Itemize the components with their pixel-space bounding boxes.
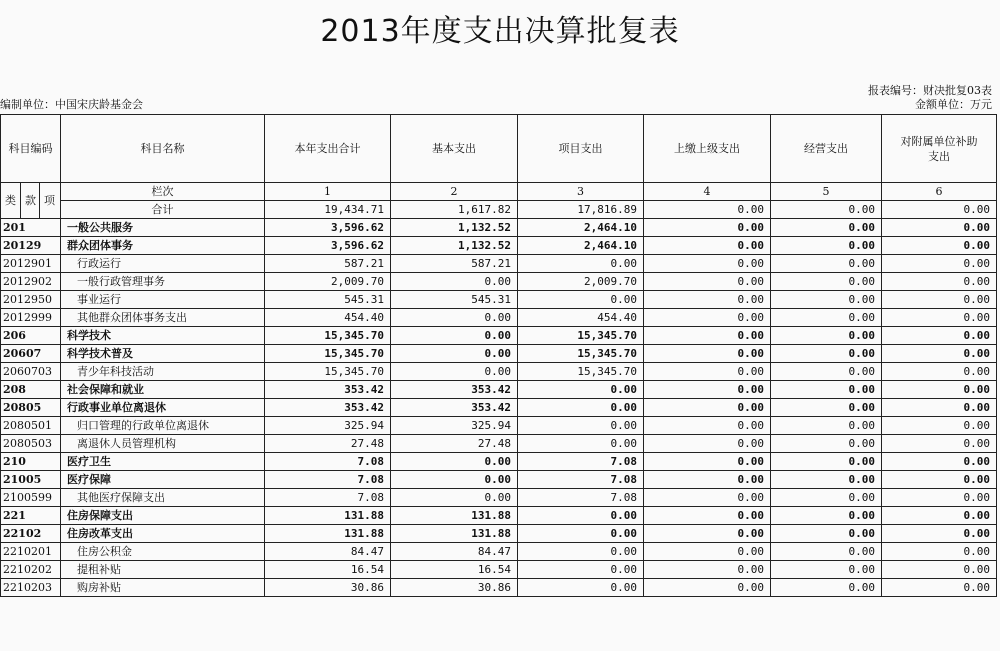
amount-cell: 2,009.70 [265,273,391,291]
amount-cell: 0.00 [882,525,997,543]
table-row [1,345,997,363]
amount-cell: 0.00 [882,345,997,363]
subject-code: 221 [1,507,61,525]
report-number: 报表编号：财决批复03表 [868,84,992,97]
col-xiang: 项 [40,183,61,219]
subject-code: 2012950 [1,291,61,309]
amount-cell: 0.00 [518,417,644,435]
amount-cell: 0.00 [882,507,997,525]
amount-cell: 15,345.70 [518,363,644,381]
idx-5: 5 [771,183,882,201]
amount-cell: 0.00 [518,525,644,543]
amount-cell: 0.00 [882,561,997,579]
amount-cell: 0.00 [771,579,882,597]
amount-cell: 0.00 [771,219,882,237]
idx-4: 4 [644,183,771,201]
subject-name: 医疗卫生 [61,453,265,471]
subject-code: 201 [1,219,61,237]
amount-cell: 0.00 [518,291,644,309]
amount-cell: 0.00 [882,273,997,291]
amount-cell: 0.00 [644,309,771,327]
amount-cell: 0.00 [771,417,882,435]
amount-cell: 0.00 [644,579,771,597]
table-row [1,579,997,597]
amount-cell: 0.00 [882,363,997,381]
amount-cell: 0.00 [882,435,997,453]
amount-cell: 7.08 [265,471,391,489]
table-row [1,507,997,525]
amount-cell: 0.00 [771,309,882,327]
index-row [1,183,997,201]
amount-cell: 131.88 [265,525,391,543]
amount-cell: 0.00 [882,399,997,417]
amount-cell: 0.00 [882,579,997,597]
amount-cell: 0.00 [882,291,997,309]
amount-cell: 0.00 [644,435,771,453]
amount-cell: 0.00 [771,543,882,561]
table-row [1,471,997,489]
compiling-unit: 编制单位：中国宋庆龄基金会 [0,98,143,111]
header-row [1,115,997,183]
amount-cell: 454.40 [265,309,391,327]
table-row [1,489,997,507]
idx-1: 1 [265,183,391,201]
amount-cell: 0.00 [644,345,771,363]
amount-cell: 0.00 [644,525,771,543]
amount-cell: 0.00 [771,453,882,471]
header-subsidy [882,115,997,183]
amount-cell: 325.94 [391,417,518,435]
expenditure-table [0,114,997,597]
amount-cell: 131.88 [265,507,391,525]
amount-cell: 0.00 [771,399,882,417]
idx-6: 6 [882,183,997,201]
report-meta [868,84,992,112]
subject-code: 2210202 [1,561,61,579]
total-value: 0.00 [882,201,997,219]
amount-cell: 131.88 [391,507,518,525]
amount-cell: 0.00 [644,417,771,435]
subject-name: 一般公共服务 [61,219,265,237]
subject-name: 住房公积金 [61,543,265,561]
amount-cell: 0.00 [771,507,882,525]
amount-cell: 0.00 [644,291,771,309]
subject-name: 青少年科技活动 [61,363,265,381]
table-row [1,273,997,291]
subject-code: 208 [1,381,61,399]
table-row [1,219,997,237]
amount-cell: 0.00 [882,489,997,507]
amount-cell: 0.00 [882,471,997,489]
subject-code: 2100599 [1,489,61,507]
subject-name: 购房补贴 [61,579,265,597]
amount-cell: 15,345.70 [265,345,391,363]
amount-unit: 金额单位：万元 [915,98,992,111]
col-kuan: 款 [21,183,40,219]
subject-code: 2060703 [1,363,61,381]
amount-cell: 1,132.52 [391,219,518,237]
idx-2: 2 [391,183,518,201]
amount-cell: 0.00 [644,561,771,579]
amount-cell: 0.00 [882,453,997,471]
subject-name: 事业运行 [61,291,265,309]
amount-cell: 587.21 [265,255,391,273]
total-label: 合计 [61,201,265,219]
amount-cell: 353.42 [265,381,391,399]
amount-cell: 0.00 [771,525,882,543]
table-row [1,363,997,381]
amount-cell: 0.00 [771,381,882,399]
amount-cell: 0.00 [518,255,644,273]
amount-cell: 0.00 [882,381,997,399]
amount-cell: 0.00 [391,345,518,363]
subject-code: 2012999 [1,309,61,327]
amount-cell: 7.08 [518,453,644,471]
amount-cell: 15,345.70 [518,345,644,363]
amount-cell: 2,464.10 [518,219,644,237]
amount-cell: 3,596.62 [265,237,391,255]
total-row [1,201,997,219]
amount-cell: 0.00 [771,435,882,453]
amount-cell: 0.00 [882,237,997,255]
subject-code: 2080501 [1,417,61,435]
subject-name: 其他医疗保障支出 [61,489,265,507]
header-total: 本年支出合计 [265,115,391,183]
amount-cell: 0.00 [644,453,771,471]
amount-cell: 0.00 [644,327,771,345]
subject-name: 科学技术普及 [61,345,265,363]
table-row [1,309,997,327]
subject-name: 提租补贴 [61,561,265,579]
amount-cell: 0.00 [518,435,644,453]
table-row [1,255,997,273]
amount-cell: 0.00 [771,237,882,255]
table-row [1,561,997,579]
amount-cell: 3,596.62 [265,219,391,237]
table-row [1,435,997,453]
amount-cell: 0.00 [644,507,771,525]
table-row [1,399,997,417]
subject-name: 群众团体事务 [61,237,265,255]
subject-code: 20607 [1,345,61,363]
subject-code: 210 [1,453,61,471]
total-value: 0.00 [644,201,771,219]
amount-cell: 84.47 [391,543,518,561]
amount-cell: 27.48 [391,435,518,453]
amount-cell: 0.00 [771,273,882,291]
amount-cell: 0.00 [771,345,882,363]
amount-cell: 0.00 [771,561,882,579]
amount-cell: 353.42 [391,381,518,399]
amount-cell: 325.94 [265,417,391,435]
amount-cell: 1,132.52 [391,237,518,255]
amount-cell: 0.00 [518,507,644,525]
subject-code: 2080503 [1,435,61,453]
amount-cell: 0.00 [882,309,997,327]
amount-cell: 0.00 [771,291,882,309]
amount-cell: 0.00 [771,327,882,345]
total-value: 0.00 [771,201,882,219]
amount-cell: 0.00 [644,399,771,417]
header-name: 科目名称 [61,115,265,183]
amount-cell: 0.00 [771,363,882,381]
subject-code: 21005 [1,471,61,489]
amount-cell: 0.00 [518,399,644,417]
idx-3: 3 [518,183,644,201]
amount-cell: 0.00 [644,543,771,561]
amount-cell: 0.00 [391,309,518,327]
amount-cell: 0.00 [771,255,882,273]
amount-cell: 27.48 [265,435,391,453]
subject-code: 2012901 [1,255,61,273]
subject-name: 住房保障支出 [61,507,265,525]
subject-code: 2012902 [1,273,61,291]
subject-name: 一般行政管理事务 [61,273,265,291]
amount-cell: 545.31 [391,291,518,309]
table-row [1,237,997,255]
subject-name: 行政运行 [61,255,265,273]
table-row [1,291,997,309]
amount-cell: 0.00 [391,489,518,507]
subject-code: 206 [1,327,61,345]
amount-cell: 0.00 [391,453,518,471]
table-row [1,543,997,561]
amount-cell: 0.00 [882,219,997,237]
subject-code: 20129 [1,237,61,255]
amount-cell: 0.00 [644,255,771,273]
amount-cell: 0.00 [644,381,771,399]
amount-cell: 0.00 [391,327,518,345]
subject-name: 行政事业单位离退休 [61,399,265,417]
subject-code: 2210201 [1,543,61,561]
amount-cell: 0.00 [882,327,997,345]
amount-cell: 15,345.70 [265,327,391,345]
amount-cell: 0.00 [644,237,771,255]
subject-code: 2210203 [1,579,61,597]
amount-cell: 2,009.70 [518,273,644,291]
table-row [1,525,997,543]
table-row [1,327,997,345]
subject-code: 20805 [1,399,61,417]
table-row [1,381,997,399]
amount-cell: 30.86 [391,579,518,597]
table-row [1,453,997,471]
amount-cell: 15,345.70 [265,363,391,381]
amount-cell: 0.00 [518,579,644,597]
amount-cell: 0.00 [518,561,644,579]
amount-cell: 0.00 [644,489,771,507]
amount-cell: 0.00 [391,363,518,381]
table-row [1,417,997,435]
amount-cell: 353.42 [265,399,391,417]
header-code: 科目编码 [1,115,61,183]
amount-cell: 131.88 [391,525,518,543]
amount-cell: 353.42 [391,399,518,417]
amount-cell: 0.00 [518,543,644,561]
amount-cell: 0.00 [644,219,771,237]
lanci-label: 栏次 [61,183,265,201]
amount-cell: 0.00 [644,363,771,381]
amount-cell: 0.00 [391,471,518,489]
amount-cell: 30.86 [265,579,391,597]
total-value: 1,617.82 [391,201,518,219]
amount-cell: 2,464.10 [518,237,644,255]
amount-cell: 0.00 [644,471,771,489]
amount-cell: 0.00 [644,273,771,291]
amount-cell: 587.21 [391,255,518,273]
subject-name: 科学技术 [61,327,265,345]
amount-cell: 16.54 [391,561,518,579]
total-value: 17,816.89 [518,201,644,219]
subject-code: 22102 [1,525,61,543]
header-subsidy-label: 对附属单位补助支出 [900,134,978,163]
amount-cell: 0.00 [882,255,997,273]
amount-cell: 0.00 [882,543,997,561]
header-upper: 上缴上级支出 [644,115,771,183]
header-basic: 基本支出 [391,115,518,183]
amount-cell: 454.40 [518,309,644,327]
amount-cell: 15,345.70 [518,327,644,345]
amount-cell: 7.08 [518,471,644,489]
amount-cell: 7.08 [265,453,391,471]
subject-name: 社会保障和就业 [61,381,265,399]
amount-cell: 84.47 [265,543,391,561]
amount-cell: 545.31 [265,291,391,309]
amount-cell: 0.00 [882,417,997,435]
amount-cell: 0.00 [518,381,644,399]
total-value: 19,434.71 [265,201,391,219]
amount-cell: 7.08 [265,489,391,507]
amount-cell: 16.54 [265,561,391,579]
amount-cell: 0.00 [771,471,882,489]
col-lei: 类 [1,183,21,219]
subject-name: 归口管理的行政单位离退休 [61,417,265,435]
header-business: 经营支出 [771,115,882,183]
page-title: 2013年度支出决算批复表 [320,14,680,49]
subject-name: 离退休人员管理机构 [61,435,265,453]
subject-name: 住房改革支出 [61,525,265,543]
header-project: 项目支出 [518,115,644,183]
subject-name: 医疗保障 [61,471,265,489]
amount-cell: 0.00 [771,489,882,507]
amount-cell: 7.08 [518,489,644,507]
subject-name: 其他群众团体事务支出 [61,309,265,327]
amount-cell: 0.00 [391,273,518,291]
